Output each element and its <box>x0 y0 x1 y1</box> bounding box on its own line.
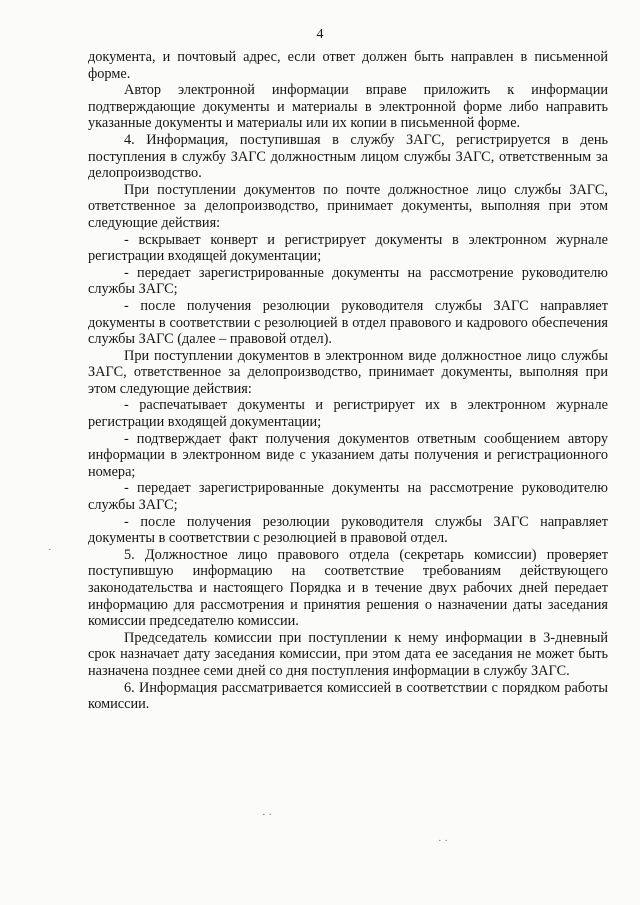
paragraph: При поступлении документов в электронном виде должностное лицо службы ЗАГС, ответственное за делопроизводство, принимает документы, выполняя при этом следующие действия: <box>88 347 608 397</box>
list-item: - передает зарегистрированные документы на рассмотрение руководителю службы ЗАГС; <box>88 480 608 514</box>
paragraph: Автор электронной информации вправе приложить к информации подтверждающие документы и материалы в электронной форме либо направить указанные документы и материалы или их копии в письменной форме. <box>88 82 608 132</box>
list-item: - подтверждает факт получения документов ответным сообщением автору информации в электронном виде с указанием даты получения и регистрационного номера; <box>88 430 608 480</box>
paragraph: документа, и почтовый адрес, если ответ должен быть направлен в письменной форме. <box>88 49 608 82</box>
list-item: - распечатывает документы и регистрирует их в электронном журнале регистрации входящей документации; <box>88 397 608 431</box>
section-6-paragraph: 6. Информация рассматривается комиссией в соответствии с порядком работы комиссии. <box>88 679 608 713</box>
paragraph: Председатель комиссии при поступлении к нему информации в 3-дневный срок назначает дату заседания комиссии, при этом дата ее заседания не может быть назначена позднее семи дней со дня поступления информации в службу ЗАГС. <box>88 629 608 679</box>
scan-speck: · · <box>438 835 449 847</box>
section-4-paragraph: 4. Информация, поступившая в службу ЗАГС, регистрируется в день поступления в службу ЗАГС должностным лицом службы ЗАГС, ответственным за делопроизводство. <box>88 131 608 182</box>
list-item: - после получения резолюции руководителя службы ЗАГС направляет документы в соответствии с резолюцией в отдел правового и кадрового обеспечения службы ЗАГС (далее – правовой отдел). <box>88 297 608 348</box>
scan-speck: · <box>48 544 52 556</box>
paragraph: При поступлении документов по почте должностное лицо службы ЗАГС, ответственное за делопроизводство, принимает документы, выполняя при этом следующие действия: <box>88 181 608 231</box>
section-5-paragraph: 5. Должностное лицо правового отдела (секретарь комиссии) проверяет поступившую информацию на соответствие требованиям действующего законодательства и настоящего Порядка и в течение двух рабочих дней передает информацию для рассмотрения и принятия решения о назначении даты заседания комиссии председателю комиссии. <box>88 546 608 630</box>
page-number: 4 <box>316 27 324 42</box>
document-body <box>88 49 608 713</box>
list-item: - после получения резолюции руководителя службы ЗАГС направляет документы в соответствии с резолюцией в правовой отдел. <box>88 513 608 547</box>
scan-speck: · · <box>262 809 273 821</box>
list-item: - передает зарегистрированные документы на рассмотрение руководителю службы ЗАГС; <box>88 264 608 298</box>
list-item: - вскрывает конверт и регистрирует документы в электронном журнале регистрации входящей документации; <box>88 231 608 265</box>
